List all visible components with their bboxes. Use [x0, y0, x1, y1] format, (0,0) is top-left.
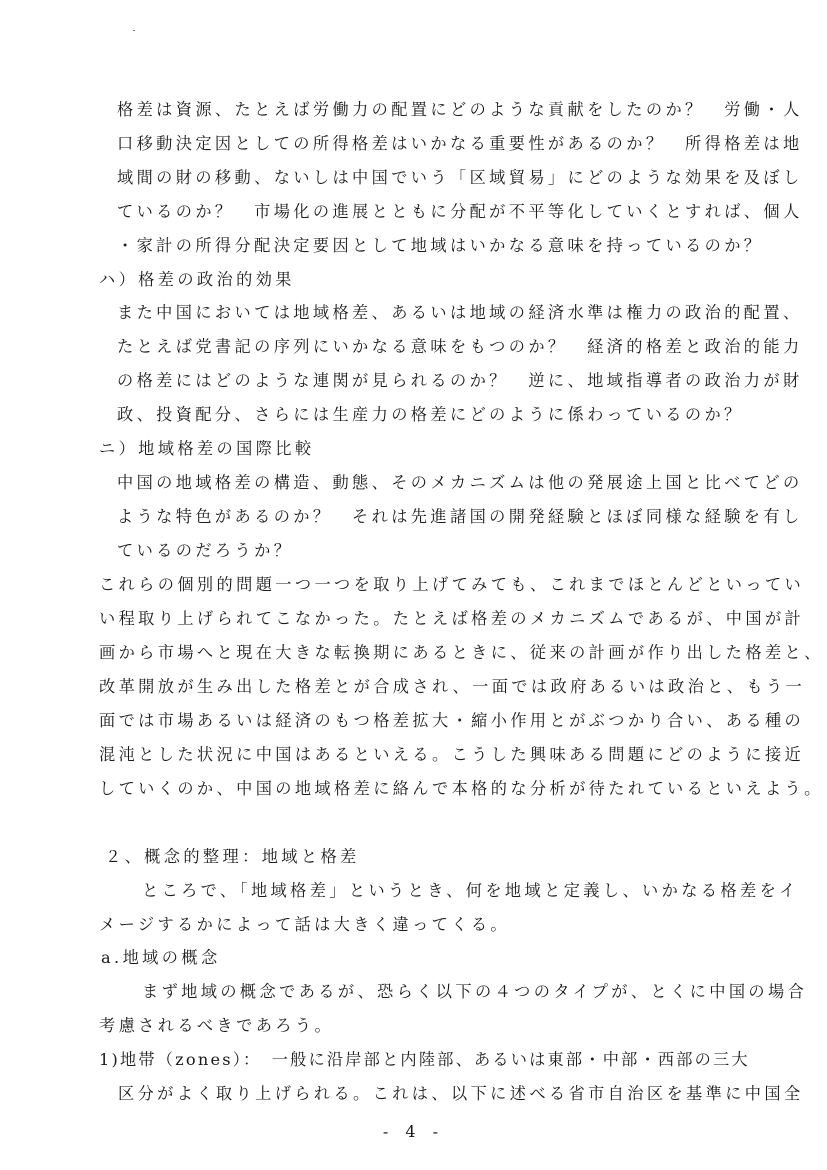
body-line: メージするかによって話は大きく違ってくる。 — [99, 915, 511, 934]
body-line: まず地域の概念であるが、恐らく以下の４つのタイプが、とくに中国の場合 — [142, 982, 808, 1001]
body-line: ような特色があるのか？ それは先進諸国の開発経験とほぼ同様な経験を有し — [117, 507, 803, 526]
body-line: していくのか、中国の地域格差に絡んで本格的な分析が待たれているといえよう。 — [99, 779, 824, 798]
body-line: 域間の財の移動、ないしは中国でいう「区域貿易」にどのような効果を及ぼし — [117, 168, 803, 187]
body-line: 口移動決定因としての所得格差はいかなる重要性があるのか？ 所得格差は地 — [117, 134, 803, 153]
section-heading: ニ）地域格差の国際比較 — [99, 439, 315, 458]
body-line: 面では市場あるいは経済のもつ格差拡大・縮小作用とがぶつかり合い、ある種の — [99, 711, 805, 730]
body-line: これらの個別的問題一つ一つを取り上げてみても、これまでほとんどといってい — [99, 575, 805, 594]
list-item: 1)地帯（zones）： 一般に沿岸部と内陸部、あるいは東部・中部・西部の三大 — [99, 1050, 750, 1069]
section-heading: ２、概念的整理：地域と格差 — [105, 847, 360, 866]
body-line: 考慮されるべきであろう。 — [99, 1016, 335, 1035]
body-line: ているのか？ 市場化の進展とともに分配が不平等化していくとすれば、個人 — [117, 202, 803, 221]
body-line: ・家計の所得分配決定要因として地域はいかなる意味を持っているのか？ — [117, 236, 764, 255]
subsection-heading: a.地域の概念 — [101, 948, 221, 967]
body-line: い程取り上げられてこなかった。たとえば格差のメカニズムであるが、中国が計 — [99, 609, 805, 628]
body-line: 格差は資源、たとえば労働力の配置にどのような貢献をしたのか？ 労働・人 — [117, 100, 803, 119]
body-line: の格差にはどのような連関が見られるのか？ 逆に、地域指導者の政治力が財 — [117, 371, 803, 390]
body-line: 混沌とした状況に中国はあるといえる。こうした興味ある問題にどのように接近 — [99, 745, 805, 764]
body-line: 区分がよく取り上げられる。これは、以下に述べる省市自治区を基準に中国全 — [118, 1084, 804, 1103]
body-line: 改革開放が生み出した格差とが合成され、一面では政府あるいは政治と、もう一 — [99, 677, 806, 696]
body-line: 政、投資配分、さらには生産力の格差にどのように係わっているのか？ — [117, 405, 744, 424]
page-number: - 4 - — [382, 1122, 445, 1141]
body-line: また中国においては地域格差、あるいは地域の経済水準は権力の政治的配置、 — [117, 303, 803, 322]
body-line: たとえば党書記の序列にいかなる意味をもつのか？ 経済的格差と政治的能力 — [117, 337, 803, 356]
section-heading: ハ）格差の政治的効果 — [99, 270, 295, 289]
scan-speck — [133, 30, 135, 31]
body-line: ところで、「地域格差」というとき、何を地域と定義し、いかなる格差をイ — [142, 881, 799, 900]
body-line: ているのだろうか？ — [117, 541, 294, 560]
body-line: 中国の地域格差の構造、動態、そのメカニズムは他の発展途上国と比べてどの — [117, 473, 803, 492]
body-line: 画から市場へと現在大きな転換期にあるときに、従来の計画が作り出した格差と、 — [99, 643, 824, 662]
